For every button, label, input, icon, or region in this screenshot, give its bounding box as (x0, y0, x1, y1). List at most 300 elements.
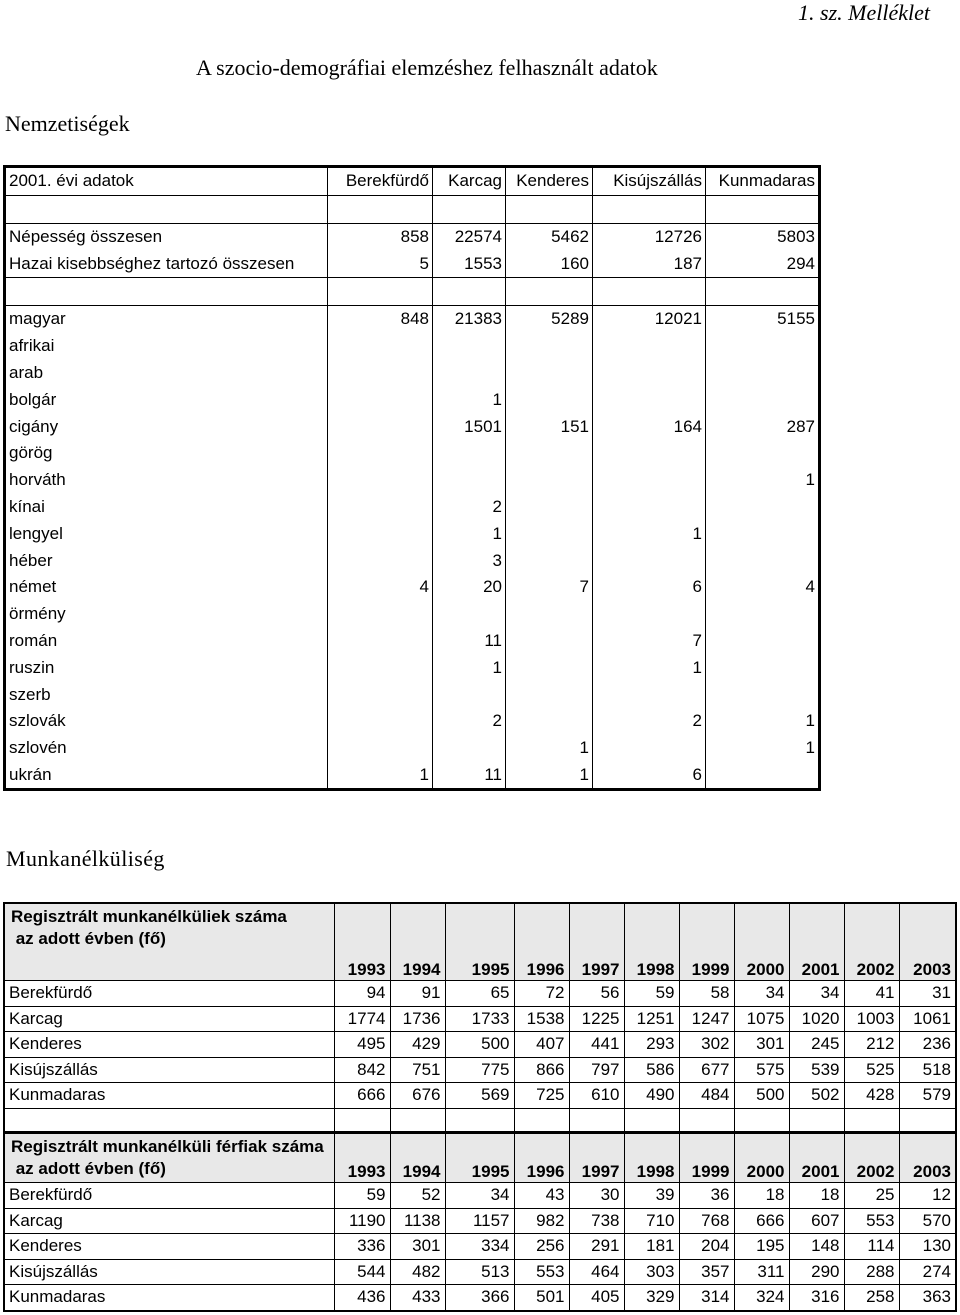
table-cell: 65 (445, 981, 514, 1007)
empty-cell (706, 278, 820, 306)
table-cell: 1733 (445, 1006, 514, 1032)
row-label: ukrán (5, 762, 328, 790)
empty-cell (844, 1108, 899, 1132)
table-cell: 1538 (514, 1006, 569, 1032)
table-cell: 366 (445, 1285, 514, 1311)
table-cell (706, 440, 820, 467)
table-cell (506, 386, 593, 413)
table-cell: 666 (734, 1208, 789, 1234)
table-cell (328, 520, 433, 547)
table-cell: 495 (334, 1032, 390, 1058)
table-cell (328, 654, 433, 681)
table-cell: 4 (328, 574, 433, 601)
empty-cell (679, 1108, 734, 1132)
table-cell: Karcag (433, 167, 506, 196)
row-label: görög (5, 440, 328, 467)
year-header: 1996 (514, 903, 569, 981)
table-cell: 848 (328, 305, 433, 332)
year-header: 2002 (844, 1133, 899, 1183)
row-label: örmény (5, 601, 328, 628)
table-cell: 490 (624, 1083, 679, 1109)
empty-cell (899, 1108, 956, 1132)
table-cell (593, 467, 706, 494)
table-row (5, 386, 820, 413)
table-cell: 1225 (569, 1006, 624, 1032)
year-header: 1998 (624, 903, 679, 981)
row-label: Kunmadaras (4, 1083, 334, 1109)
table-cell: 429 (390, 1032, 445, 1058)
empty-cell (624, 1108, 679, 1132)
table-row (5, 494, 820, 521)
table-cell (506, 360, 593, 387)
table-cell: 2 (433, 708, 506, 735)
table-row (5, 708, 820, 735)
row-label: szlovák (5, 708, 328, 735)
table-cell: 751 (390, 1057, 445, 1083)
table-cell (593, 601, 706, 628)
table-cell: 676 (390, 1083, 445, 1109)
empty-cell (514, 1108, 569, 1132)
table-cell: 336 (334, 1234, 390, 1260)
table-cell (433, 440, 506, 467)
table-header-row (4, 1133, 956, 1183)
table-cell: 6 (593, 762, 706, 790)
table-cell: 1553 (433, 250, 506, 277)
table-cell: 25 (844, 1183, 899, 1209)
year-header: 2002 (844, 903, 899, 981)
table-cell: 334 (445, 1234, 514, 1260)
table-cell (706, 681, 820, 708)
table-cell: 5289 (506, 305, 593, 332)
year-header: 1998 (624, 1133, 679, 1183)
table-cell: 181 (624, 1234, 679, 1260)
row-label: ruszin (5, 654, 328, 681)
table-cell: 56 (569, 981, 624, 1007)
table-cell: 151 (506, 413, 593, 440)
row-label: Kisújszállás (4, 1259, 334, 1285)
table-cell: 569 (445, 1083, 514, 1109)
unemployed-men-table (3, 1132, 957, 1312)
table-cell: Berekfürdő (328, 167, 433, 196)
row-label: bolgár (5, 386, 328, 413)
table-cell (433, 360, 506, 387)
table-cell: 3 (433, 547, 506, 574)
table-cell: 1 (506, 735, 593, 762)
table-cell: 58 (679, 981, 734, 1007)
table-cell: 187 (593, 250, 706, 277)
table-cell: 274 (899, 1259, 956, 1285)
table-row (5, 547, 820, 574)
table-row (5, 520, 820, 547)
empty-cell (334, 1108, 390, 1132)
table-cell (433, 601, 506, 628)
table-cell (506, 681, 593, 708)
caption-line: az adott évben (fő) (11, 1159, 166, 1178)
table-cell: 34 (445, 1183, 514, 1209)
table-cell: 2 (593, 708, 706, 735)
row-label: magyar (5, 305, 328, 332)
year-header: 1994 (390, 1133, 445, 1183)
caption-line: az adott évben (fő) (11, 929, 166, 948)
table-cell (506, 708, 593, 735)
table-cell (328, 467, 433, 494)
table-row (5, 305, 820, 332)
year-header: 1999 (679, 903, 734, 981)
table-cell: 1157 (445, 1208, 514, 1234)
table-cell: 553 (514, 1259, 569, 1285)
table-cell: 5462 (506, 223, 593, 250)
row-label: szlovén (5, 735, 328, 762)
table-header-row (4, 903, 956, 981)
year-header: 2003 (899, 903, 956, 981)
table-cell (328, 628, 433, 655)
table-cell: 797 (569, 1057, 624, 1083)
table-cell (328, 440, 433, 467)
spacer-row (4, 1108, 956, 1132)
table-cell: 7 (593, 628, 706, 655)
empty-cell (433, 195, 506, 223)
table-cell (706, 628, 820, 655)
table-cell: 518 (899, 1057, 956, 1083)
row-label: Berekfürdő (4, 1183, 334, 1209)
year-header: 1993 (334, 903, 390, 981)
caption-line: Regisztrált munkanélküli férfiak száma (11, 1137, 324, 1156)
table-cell: 72 (514, 981, 569, 1007)
table-cell: 1061 (899, 1006, 956, 1032)
table-cell: 1020 (789, 1006, 844, 1032)
empty-cell (789, 1108, 844, 1132)
table-cell: 502 (789, 1083, 844, 1109)
row-label: horváth (5, 467, 328, 494)
table-cell (593, 494, 706, 521)
table-row (5, 467, 820, 494)
row-label: Népesség összesen (5, 223, 328, 250)
table-cell: 738 (569, 1208, 624, 1234)
empty-cell (506, 195, 593, 223)
table-cell (706, 360, 820, 387)
table-row (5, 735, 820, 762)
table-cell: 501 (514, 1285, 569, 1311)
table-cell (433, 467, 506, 494)
year-header: 2001 (789, 903, 844, 981)
table-cell: 34 (789, 981, 844, 1007)
table-cell: 500 (445, 1032, 514, 1058)
table-cell: 204 (679, 1234, 734, 1260)
empty-cell (569, 1108, 624, 1132)
table-cell: 52 (390, 1183, 445, 1209)
table-row (5, 333, 820, 360)
table-cell (593, 386, 706, 413)
table-cell (706, 547, 820, 574)
table-cell: 12021 (593, 305, 706, 332)
table-cell: 114 (844, 1234, 899, 1260)
empty-cell (706, 195, 820, 223)
table-cell: 858 (328, 223, 433, 250)
table-cell: 94 (334, 981, 390, 1007)
table-cell (706, 494, 820, 521)
table-cell: 294 (706, 250, 820, 277)
table-cell (506, 494, 593, 521)
table-cell: 1 (706, 735, 820, 762)
table-cell: Kenderes (506, 167, 593, 196)
table-cell: 302 (679, 1032, 734, 1058)
empty-cell (390, 1108, 445, 1132)
table-cell (433, 735, 506, 762)
table-cell: 1 (593, 520, 706, 547)
caption-line: Regisztrált munkanélküliek száma (11, 907, 287, 926)
spacer-row (5, 278, 820, 306)
table-cell (506, 654, 593, 681)
table-row (4, 1259, 956, 1285)
spacer-row (5, 195, 820, 223)
table-cell: 293 (624, 1032, 679, 1058)
table-cell: 539 (789, 1057, 844, 1083)
table-cell: 4 (706, 574, 820, 601)
table-cell (328, 413, 433, 440)
year-header: 1995 (445, 1133, 514, 1183)
table-cell: 160 (506, 250, 593, 277)
table-cell: 31 (899, 981, 956, 1007)
table-cell (328, 333, 433, 360)
section-heading-nationalities: Nemzetiségek (5, 111, 130, 136)
row-label: Kenderes (4, 1234, 334, 1260)
table-cell: 6 (593, 574, 706, 601)
year-header: 2003 (899, 1133, 956, 1183)
table-cell: 236 (899, 1032, 956, 1058)
table-cell: 148 (789, 1234, 844, 1260)
year-header: 2000 (734, 1133, 789, 1183)
total-row (5, 223, 820, 250)
empty-cell (328, 195, 433, 223)
row-label: 2001. évi adatok (5, 167, 328, 196)
unemployed-total-table (3, 902, 957, 1133)
table-cell: 407 (514, 1032, 569, 1058)
table-cell (328, 601, 433, 628)
table-cell: 316 (789, 1285, 844, 1311)
table-cell: 34 (734, 981, 789, 1007)
table-cell: 482 (390, 1259, 445, 1285)
table-cell: 1003 (844, 1006, 899, 1032)
table-cell (706, 762, 820, 790)
table-cell: 290 (789, 1259, 844, 1285)
empty-cell (5, 278, 328, 306)
row-label: arab (5, 360, 328, 387)
table-cell: 500 (734, 1083, 789, 1109)
table-cell: 553 (844, 1208, 899, 1234)
section-heading-unemployment: Munkanélküliség (6, 846, 165, 871)
table-cell: 91 (390, 981, 445, 1007)
table-cell (328, 386, 433, 413)
table-cell (328, 494, 433, 521)
table-cell: 301 (390, 1234, 445, 1260)
table-row (4, 1208, 956, 1234)
table-cell (328, 708, 433, 735)
table-cell: 22574 (433, 223, 506, 250)
table-row (5, 762, 820, 790)
table-cell (506, 333, 593, 360)
table-cell: 130 (899, 1234, 956, 1260)
table-cell: 1 (593, 654, 706, 681)
row-label: román (5, 628, 328, 655)
empty-cell (506, 278, 593, 306)
year-header: 1994 (390, 903, 445, 981)
table-cell: 363 (899, 1285, 956, 1311)
table-cell (706, 601, 820, 628)
table-cell (433, 333, 506, 360)
table-cell: 1 (706, 708, 820, 735)
table-cell (706, 386, 820, 413)
table-cell: 433 (390, 1285, 445, 1311)
table-cell: 36 (679, 1183, 734, 1209)
row-label: szerb (5, 681, 328, 708)
table-cell: 842 (334, 1057, 390, 1083)
table-cell: 525 (844, 1057, 899, 1083)
row-label: Hazai kisebbséghez tartozó összesen (5, 250, 328, 277)
table-caption (4, 903, 334, 981)
table-cell: 1501 (433, 413, 506, 440)
row-label: Kenderes (4, 1032, 334, 1058)
year-header: 1999 (679, 1133, 734, 1183)
row-label: német (5, 574, 328, 601)
table-row (4, 1032, 956, 1058)
year-header: 1997 (569, 1133, 624, 1183)
table-cell: 59 (334, 1183, 390, 1209)
table-cell: 7 (506, 574, 593, 601)
table-row (5, 654, 820, 681)
empty-cell (433, 278, 506, 306)
table-row (4, 1057, 956, 1083)
total-row (5, 250, 820, 277)
table-cell: 484 (679, 1083, 734, 1109)
table-cell: 11 (433, 762, 506, 790)
table-cell: 5155 (706, 305, 820, 332)
table-cell (593, 735, 706, 762)
row-label: cigány (5, 413, 328, 440)
table-cell: 329 (624, 1285, 679, 1311)
table-cell (706, 520, 820, 547)
table-cell: 212 (844, 1032, 899, 1058)
table-cell: 586 (624, 1057, 679, 1083)
table-cell: 610 (569, 1083, 624, 1109)
table-cell: 710 (624, 1208, 679, 1234)
table-cell: 575 (734, 1057, 789, 1083)
annex-label: 1. sz. Melléklet (798, 0, 930, 25)
table-cell: 287 (706, 413, 820, 440)
table-cell: 1 (433, 654, 506, 681)
empty-cell (4, 1108, 334, 1132)
table-cell: 405 (569, 1285, 624, 1311)
table-cell: 666 (334, 1083, 390, 1109)
table-header-row (5, 167, 820, 196)
table-cell: 677 (679, 1057, 734, 1083)
table-cell: 43 (514, 1183, 569, 1209)
row-label: héber (5, 547, 328, 574)
row-label: Kunmadaras (4, 1285, 334, 1311)
table-cell: 324 (734, 1285, 789, 1311)
table-cell: 1736 (390, 1006, 445, 1032)
table-cell (593, 360, 706, 387)
table-cell: 311 (734, 1259, 789, 1285)
table-row (4, 1183, 956, 1209)
year-header: 1995 (445, 903, 514, 981)
empty-cell (328, 278, 433, 306)
table-cell: 18 (789, 1183, 844, 1209)
table-cell (328, 360, 433, 387)
table-cell: 5803 (706, 223, 820, 250)
table-cell: 1251 (624, 1006, 679, 1032)
table-cell: 866 (514, 1057, 569, 1083)
table-cell: 39 (624, 1183, 679, 1209)
table-cell: 357 (679, 1259, 734, 1285)
table-cell: 464 (569, 1259, 624, 1285)
table-row (5, 628, 820, 655)
table-cell: 301 (734, 1032, 789, 1058)
table-cell (506, 547, 593, 574)
table-cell (506, 628, 593, 655)
row-label: lengyel (5, 520, 328, 547)
table-cell: 195 (734, 1234, 789, 1260)
table-cell (593, 440, 706, 467)
year-header: 2000 (734, 903, 789, 981)
table-cell: 1774 (334, 1006, 390, 1032)
row-label: Berekfürdő (4, 981, 334, 1007)
row-label: Karcag (4, 1006, 334, 1032)
table-cell: 982 (514, 1208, 569, 1234)
table-cell: 256 (514, 1234, 569, 1260)
table-cell: 59 (624, 981, 679, 1007)
table-row (4, 1083, 956, 1109)
table-cell: 428 (844, 1083, 899, 1109)
table-caption (4, 1133, 334, 1183)
table-cell (506, 520, 593, 547)
table-row (5, 360, 820, 387)
table-cell: 12 (899, 1183, 956, 1209)
table-cell (506, 601, 593, 628)
table-cell: 775 (445, 1057, 514, 1083)
table-row (4, 981, 956, 1007)
table-cell: 11 (433, 628, 506, 655)
table-cell: 1 (433, 520, 506, 547)
table-cell: 513 (445, 1259, 514, 1285)
table-cell: 245 (789, 1032, 844, 1058)
row-label: Kisújszállás (4, 1057, 334, 1083)
table-cell: 768 (679, 1208, 734, 1234)
table-cell: 41 (844, 981, 899, 1007)
table-cell: 1247 (679, 1006, 734, 1032)
table-cell: 291 (569, 1234, 624, 1260)
table-cell: 164 (593, 413, 706, 440)
table-cell: 18 (734, 1183, 789, 1209)
table-cell: 1138 (390, 1208, 445, 1234)
table-cell: 1 (328, 762, 433, 790)
table-cell: 570 (899, 1208, 956, 1234)
table-row (5, 574, 820, 601)
table-row (5, 681, 820, 708)
table-cell: Kisújszállás (593, 167, 706, 196)
table-cell (706, 654, 820, 681)
table-cell: 1 (706, 467, 820, 494)
table-cell (328, 681, 433, 708)
table-cell: 579 (899, 1083, 956, 1109)
table-cell: 441 (569, 1032, 624, 1058)
table-cell: 288 (844, 1259, 899, 1285)
table-row (4, 1006, 956, 1032)
table-cell: 303 (624, 1259, 679, 1285)
table-cell: 1 (433, 386, 506, 413)
table-cell: 1190 (334, 1208, 390, 1234)
table-cell: 436 (334, 1285, 390, 1311)
table-cell: 30 (569, 1183, 624, 1209)
